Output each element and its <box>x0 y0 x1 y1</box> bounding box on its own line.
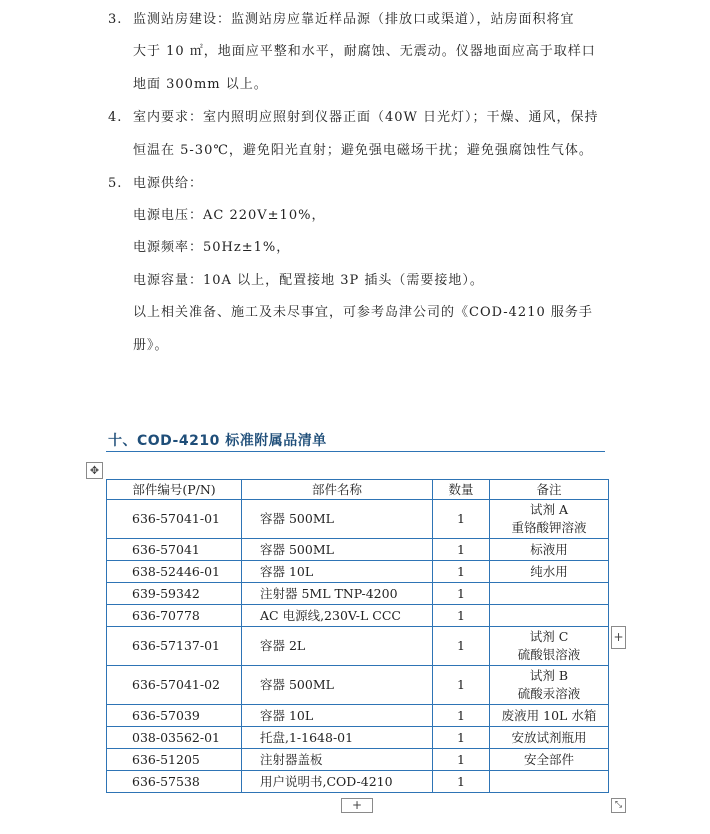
table-row <box>107 561 609 583</box>
cell-part-number: 636-57041 <box>107 539 242 561</box>
cell-quantity: 1 <box>433 666 490 705</box>
cell-quantity: 1 <box>433 727 490 749</box>
cell-remarks <box>490 605 609 627</box>
cell-part-name: 注射器盖板 <box>242 749 433 771</box>
power-voltage-text: 电源电压：AC 220V±10%， <box>133 208 326 223</box>
cell-remarks: 标液用 <box>490 539 609 561</box>
cell-part-name: 容器 500ML <box>242 666 433 705</box>
table-row <box>107 539 609 561</box>
header-part-number: 部件编号(P/N) <box>107 480 242 500</box>
cell-part-name: 容器 10L <box>242 705 433 727</box>
cell-part-number: 038-03562-01 <box>107 727 242 749</box>
cell-quantity: 1 <box>433 605 490 627</box>
cell-remarks: 废液用 10L 水箱 <box>490 705 609 727</box>
cell-part-name: 容器 500ML <box>242 500 433 539</box>
cell-quantity: 1 <box>433 500 490 539</box>
cell-quantity: 1 <box>433 771 490 793</box>
remark-line: 硫酸银溶液 <box>517 647 581 662</box>
cell-part-name: 用户说明书,COD-4210 <box>242 771 433 793</box>
header-quantity: 数量 <box>433 480 490 500</box>
cell-part-number: 636-57137-01 <box>107 627 242 666</box>
remark-line: 试剂 C <box>529 629 569 644</box>
cell-remarks <box>490 500 609 539</box>
remark-line: 试剂 B <box>529 668 569 683</box>
cell-quantity: 1 <box>433 749 490 771</box>
paragraph-text: 监测站房建设：监测站房应靠近样品源（排放口或渠道），站房面积将宜 <box>133 12 575 27</box>
cell-remarks: 纯水用 <box>490 561 609 583</box>
table-move-handle-icon[interactable]: ✥ <box>86 462 103 479</box>
table-row <box>107 605 609 627</box>
table-row <box>107 500 609 539</box>
cell-remarks <box>490 666 609 705</box>
table-row <box>107 749 609 771</box>
cell-remarks <box>490 771 609 793</box>
cell-part-name: 容器 2L <box>242 627 433 666</box>
table-row <box>107 727 609 749</box>
cell-part-number: 639-59342 <box>107 583 242 605</box>
cell-part-number: 636-51205 <box>107 749 242 771</box>
item-number-5: 5. <box>108 176 123 191</box>
cell-quantity: 1 <box>433 583 490 605</box>
cell-part-number: 636-70778 <box>107 605 242 627</box>
remark-line: 试剂 A <box>529 502 568 517</box>
table-row <box>107 705 609 727</box>
cell-part-name: 注射器 5ML TNP-4200 <box>242 583 433 605</box>
cell-remarks: 安全部件 <box>490 749 609 771</box>
heading-underline <box>106 451 605 452</box>
cell-quantity: 1 <box>433 539 490 561</box>
paragraph-text: 册》。 <box>133 338 169 353</box>
cell-part-number: 638-52446-01 <box>107 561 242 583</box>
header-part-name: 部件名称 <box>242 480 433 500</box>
power-frequency-text: 电源频率：50Hz±1%， <box>133 240 291 255</box>
paragraph-text: 大于 10 ㎡，地面应平整和水平，耐腐蚀、无震动。仪器地面应高于取样口 <box>133 44 596 59</box>
paragraph-text: 地面 300mm 以上。 <box>133 77 268 92</box>
cell-part-name: AC 电源线,230V-L CCC <box>242 605 433 627</box>
cell-quantity: 1 <box>433 561 490 583</box>
cell-remarks <box>490 583 609 605</box>
table-row <box>107 627 609 666</box>
paragraph-text: 恒温在 5-30℃，避免阳光直射；避免强电磁场干扰；避免强腐蚀性气体。 <box>133 143 593 158</box>
cell-remarks: 安放试剂瓶用 <box>490 727 609 749</box>
remark-line: 硫酸汞溶液 <box>517 686 581 701</box>
cell-quantity: 1 <box>433 627 490 666</box>
cell-part-name: 容器 500ML <box>242 539 433 561</box>
cell-part-number: 636-57041-01 <box>107 500 242 539</box>
paragraph-title: 电源供给： <box>133 176 204 191</box>
cell-part-number: 636-57041-02 <box>107 666 242 705</box>
section-heading: 十、COD-4210 标准附属品清单 <box>108 433 327 449</box>
cell-part-number: 636-57039 <box>107 705 242 727</box>
table-header-row <box>107 480 609 500</box>
paragraph-text: 以上相关准备、施工及未尽事宜，可参考岛津公司的《COD-4210 服务手 <box>133 305 593 320</box>
header-remarks: 备注 <box>490 480 609 500</box>
cell-part-name: 容器 10L <box>242 561 433 583</box>
cell-remarks <box>490 627 609 666</box>
accessories-table <box>106 479 609 793</box>
item-number-4: 4. <box>108 110 123 125</box>
power-capacity-text: 电源容量：10A 以上，配置接地 3P 插头（需要接地）。 <box>133 273 484 288</box>
table-row <box>107 583 609 605</box>
table-row <box>107 666 609 705</box>
cell-part-name: 托盘,1-1648-01 <box>242 727 433 749</box>
paragraph-text: 室内要求：室内照明应照射到仪器正面（40W 日光灯）；干燥、通风，保持 <box>133 110 599 125</box>
insert-row-plus-icon[interactable]: + <box>611 626 626 649</box>
cell-quantity: 1 <box>433 705 490 727</box>
remark-line: 重铬酸钾溶液 <box>511 520 587 535</box>
item-number-3: 3. <box>108 12 123 27</box>
table-resize-handle-icon[interactable]: ⤡ <box>611 798 626 813</box>
insert-column-plus-icon[interactable]: + <box>341 798 373 813</box>
cell-part-number: 636-57538 <box>107 771 242 793</box>
table-row <box>107 771 609 793</box>
